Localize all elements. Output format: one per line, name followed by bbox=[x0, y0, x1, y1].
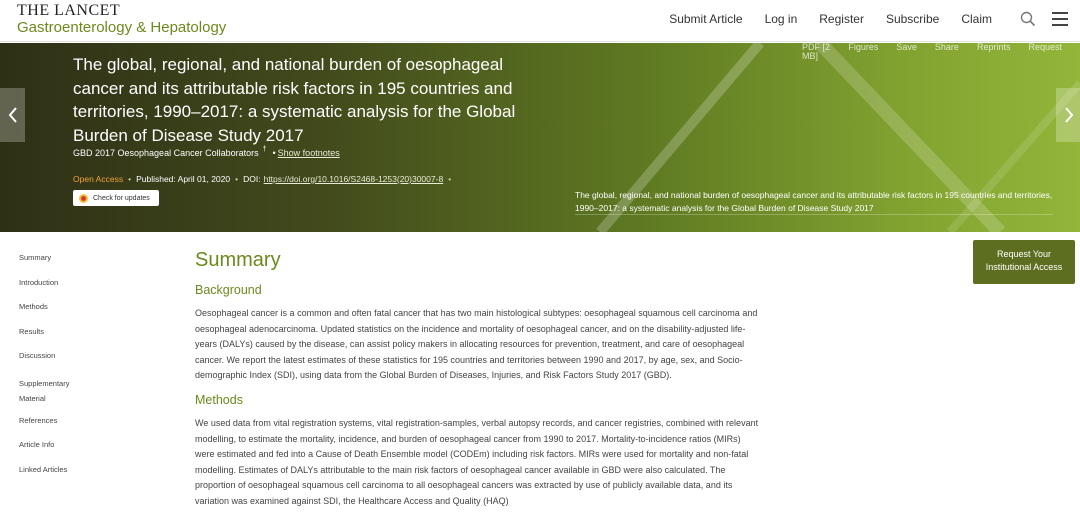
top-header bbox=[0, 0, 1080, 42]
background-heading: Background bbox=[195, 283, 262, 297]
journal-logo[interactable] bbox=[17, 3, 226, 37]
doi-label: DOI: bbox=[243, 174, 261, 184]
divider bbox=[575, 214, 1053, 215]
carousel-next-button[interactable] bbox=[1056, 88, 1080, 142]
author-group-link[interactable]: GBD 2017 Oesophageal Cancer Collaborators bbox=[73, 147, 259, 158]
request-institutional-access-button[interactable]: Request Your Institutional Access bbox=[973, 240, 1075, 284]
login-link[interactable]: Log in bbox=[764, 12, 798, 26]
sidebar-item-references[interactable]: References bbox=[19, 415, 58, 425]
logo-line-journal: Gastroenterology & Hepatology bbox=[17, 19, 227, 36]
methods-heading: Methods bbox=[195, 392, 243, 407]
open-access-badge: Open Access bbox=[73, 174, 124, 184]
carousel-prev-button[interactable] bbox=[0, 88, 25, 142]
sidebar-item-methods[interactable]: Methods bbox=[19, 302, 48, 311]
section-nav bbox=[19, 253, 99, 489]
claim-link[interactable]: Claim bbox=[961, 12, 992, 26]
hamburger-menu-icon[interactable] bbox=[1052, 12, 1068, 26]
save-link[interactable]: Save bbox=[896, 43, 917, 52]
article-tools bbox=[802, 43, 1080, 61]
request-link[interactable]: Request bbox=[1028, 43, 1062, 52]
check-for-updates-label: Check for updates bbox=[93, 194, 150, 202]
methods-paragraph: We used data from vital registration systems, vital registration-samples, verbal autopsy records, and cancer registries, combined with relevant modelling, to estimate the mortality, incidence, and burden of oesophageal cancer from 1990 to 2017. Mortality-to-incidence ratios (MIRs) were estimated and fed into a Cause of Death Ensemble model (CODEm) including risk factors. MIRs were used for mortality and non-fatal modelling. Estimates of DALYs attributable to the main risk factors of oesophageal cancer available in GBD were also calculated. The proportion of oesophageal squamous cell carcinoma to all oesophageal cancers was extracted by use of publicly available data, and its variation was examined against SDI, the Healthcare Access and Quality (HAQ) bbox=[195, 417, 759, 506]
top-nav bbox=[647, 12, 992, 26]
sidebar-item-article-info[interactable]: Article Info bbox=[19, 440, 55, 449]
pdf-link[interactable]: PDF [2 MB] bbox=[802, 43, 831, 61]
share-link[interactable]: Share bbox=[934, 43, 959, 52]
article-body bbox=[195, 248, 760, 510]
separator-dot: • bbox=[448, 174, 452, 184]
crossmark-icon bbox=[79, 194, 88, 203]
chevron-right-icon bbox=[1064, 107, 1074, 123]
sidebar-item-results[interactable]: Results bbox=[19, 326, 45, 336]
chevron-left-icon bbox=[8, 107, 18, 123]
logo-line-publisher: THE LANCET bbox=[17, 2, 121, 19]
reprints-link[interactable]: Reprints bbox=[976, 43, 1011, 52]
article-title: The global, regional, and national burden of oesophageal cancer and its attributable risk factors in 195 countries and territories, 1990–2017: a systematic analysis for the Global Burden of Disease Study 2017 bbox=[73, 55, 516, 145]
sidebar-item-supplementary[interactable]: Supplementary Material bbox=[19, 378, 70, 403]
search-icon[interactable] bbox=[1020, 11, 1036, 27]
dagger-mark: † bbox=[262, 146, 267, 153]
check-for-updates-button[interactable] bbox=[73, 190, 159, 206]
sidebar-item-discussion[interactable]: Discussion bbox=[19, 351, 56, 360]
show-footnotes-link[interactable]: Show footnotes bbox=[277, 147, 340, 158]
subscribe-link[interactable]: Subscribe bbox=[885, 12, 940, 26]
sidebar-item-introduction[interactable]: Introduction bbox=[19, 277, 59, 287]
published-date: Published: April 01, 2020 bbox=[136, 174, 231, 184]
cover-caption: The global, regional, and national burden of oesophageal cancer and its attributable risk factors in 195 countries and territories, 1990–2017: a systematic analysis for the Global Burden of Disease Study 2017 bbox=[575, 190, 1053, 213]
sidebar-item-linked-articles[interactable]: Linked Articles bbox=[19, 464, 68, 474]
separator-dot: • bbox=[272, 147, 276, 158]
doi-link[interactable]: https://doi.org/10.1016/S2468-1253(20)30007-8 bbox=[263, 174, 444, 184]
separator-dot: • bbox=[128, 174, 132, 184]
summary-heading: Summary bbox=[195, 249, 281, 271]
background-paragraph: Oesophageal cancer is a common and often fatal cancer that has two main histological subtypes: oesophageal squamous cell carcinoma and oesophageal adenocarcinoma. Updated statistics on the incidence and mortality of oesophageal cancer, and on the disability-adjusted life-years (DALYs) caused by the disease, can assist policy makers in allocating resources for prevention, treatment, and care of oesophageal cancer. We report the latest estimates of these statistics for 195 countries and territories between 1990 and 2017, by age, sex, and Socio-demographic Index (SDI), using data from the Global Burden of Diseases, Injuries, and Risk Factors Study 2017 (GBD). bbox=[195, 308, 758, 381]
figures-link[interactable]: Figures bbox=[848, 43, 879, 52]
register-link[interactable]: Register bbox=[819, 12, 864, 26]
authors-line bbox=[73, 146, 340, 159]
article-hero bbox=[0, 43, 1080, 232]
sidebar-item-summary[interactable]: Summary bbox=[19, 253, 52, 262]
article-meta bbox=[73, 174, 456, 184]
separator-dot: • bbox=[235, 174, 239, 184]
submit-article-link[interactable]: Submit Article bbox=[669, 12, 743, 26]
